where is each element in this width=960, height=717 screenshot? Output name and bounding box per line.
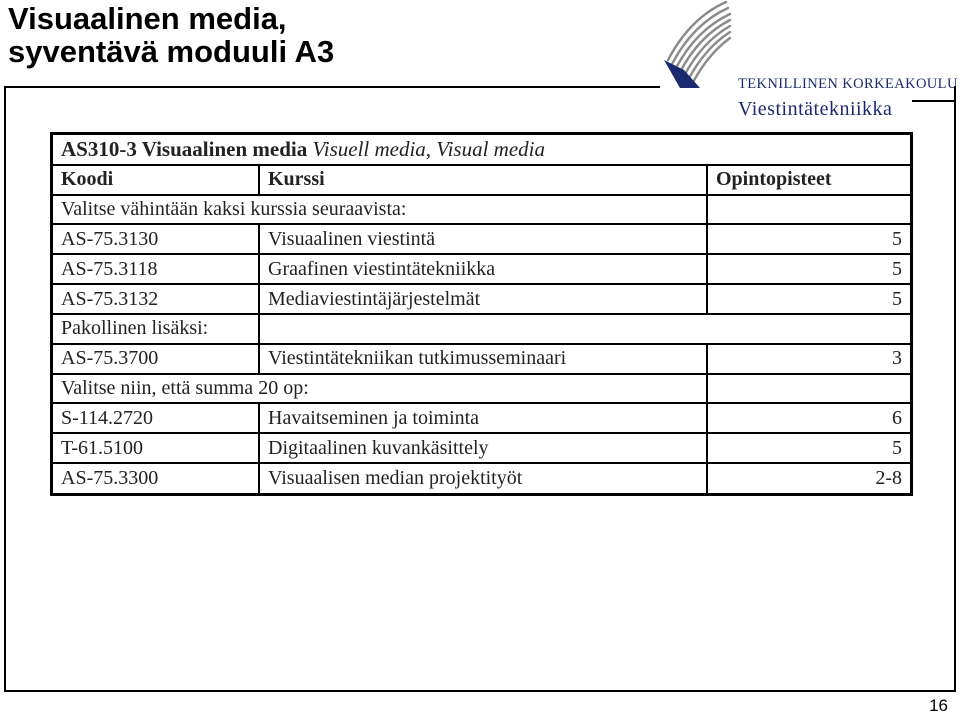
course-code: AS-75.3700 [53, 344, 259, 374]
section-label-empty-cell [259, 314, 910, 344]
slide-title-line2: syventävä moduuli A3 [8, 34, 335, 69]
slide-title [8, 2, 334, 68]
table-row [53, 284, 910, 314]
table-title-italic: Visuell media, Visual media [312, 136, 545, 161]
course-name: Graafinen viestintätekniikka [259, 254, 707, 284]
table-row [53, 433, 910, 463]
course-points: 6 [707, 403, 910, 433]
course-code: AS-75.3118 [53, 254, 259, 284]
course-points: 5 [707, 433, 910, 463]
course-code: S-114.2720 [53, 403, 259, 433]
header-points: Opintopisteet [707, 165, 910, 195]
course-code: AS-75.3300 [61, 467, 159, 490]
course-points: 2-8 [707, 463, 910, 493]
section-label-empty-cell [707, 195, 910, 225]
slide-title-line1: Visuaalinen media, [8, 1, 287, 36]
course-points: 3 [707, 344, 910, 374]
org-name: TEKNILLINEN KORKEAKOULU [738, 76, 958, 92]
table-row [53, 463, 910, 493]
table-row [53, 254, 910, 284]
dept-name: Viestintätekniikka [738, 98, 893, 120]
table-row [53, 224, 910, 254]
section-label-row [53, 314, 910, 344]
course-name: Mediaviestintäjärjestelmät [259, 284, 707, 314]
section1-label: Valitse vähintään kaksi kurssia seuraavista: [53, 195, 707, 225]
course-code: AS-75.3132 [53, 284, 259, 314]
section2-label: Pakollinen lisäksi: [53, 314, 259, 344]
table-row [53, 403, 910, 433]
course-name: Digitaalinen kuvankäsittely [259, 433, 707, 463]
course-table [50, 132, 913, 496]
table-title [53, 135, 910, 165]
page-number: 16 [929, 696, 948, 715]
university-logo-icon [660, 0, 732, 92]
course-name: Visuaalisen median projektityöt [259, 463, 707, 493]
section3-label: Valitse niin, että summa 20 op: [53, 374, 707, 404]
table-row [53, 344, 910, 374]
header-code: Koodi [53, 165, 259, 195]
section-label-empty-cell [707, 374, 910, 404]
course-code: T-61.5100 [53, 433, 259, 463]
course-code: AS-75.3130 [53, 224, 259, 254]
course-points: 5 [707, 254, 910, 284]
table-title-row [53, 135, 910, 165]
course-points: 5 [707, 224, 910, 254]
course-name: Havaitseminen ja toiminta [259, 403, 707, 433]
header-course: Kurssi [259, 165, 707, 195]
table-header-row [53, 165, 910, 195]
frame-top-right-rule [912, 100, 956, 102]
section-label-row [53, 374, 910, 404]
course-name: Visuaalinen viestintä [259, 224, 707, 254]
course-points: 5 [707, 284, 910, 314]
section-label-row [53, 195, 910, 225]
course-table-grid [53, 135, 910, 493]
course-name: Viestintätekniikan tutkimusseminaari [259, 344, 707, 374]
table-title-bold: AS310-3 Visuaalinen media [61, 136, 308, 161]
